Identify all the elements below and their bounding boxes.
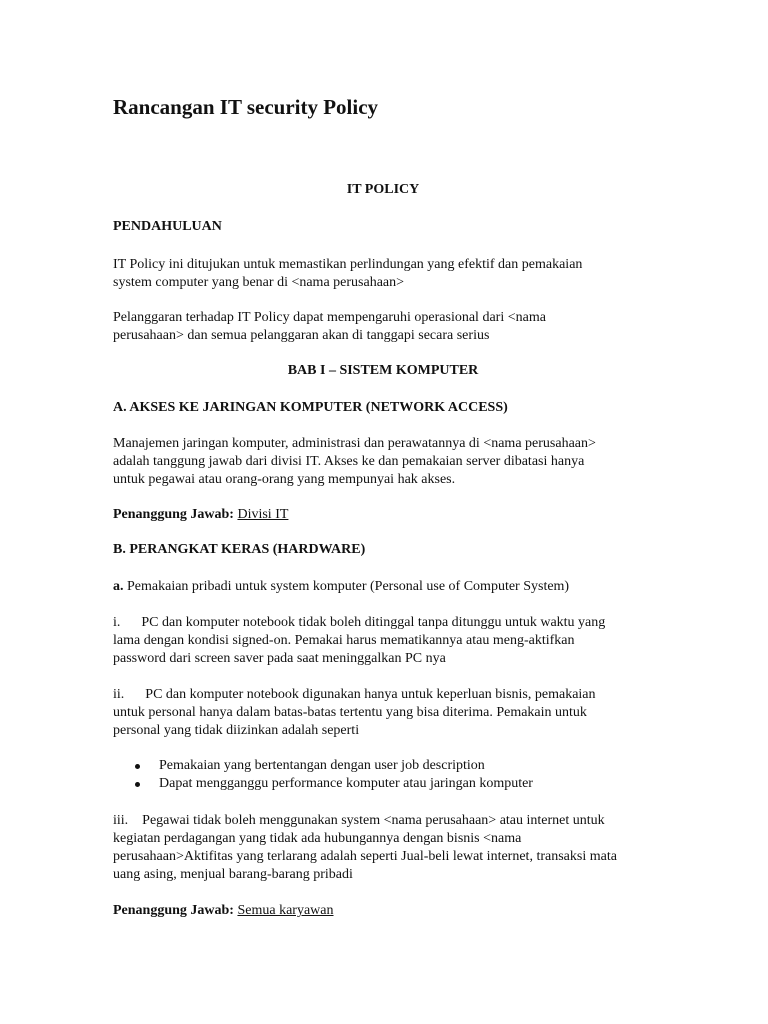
section-a-heading: A. AKSES KE JARINGAN KOMPUTER (NETWORK ACCESS) [113,400,508,415]
intro-paragraph-2 [113,309,653,345]
text-line: perusahaan>Aktifitas yang terlarang adalah seperti Jual-beli lewat internet, transaksi mata [113,849,617,864]
bullet-icon [135,782,140,787]
text-line: iii. Pegawai tidak boleh menggunakan system <nama perusahaan> atau internet untuk [113,813,605,828]
text-line: password dari screen saver pada saat meninggalkan PC nya [113,651,446,666]
section-b-heading: B. PERANGKAT KERAS (HARDWARE) [113,542,366,557]
section-b-responsible [113,903,334,919]
text-line: IT Policy ini ditujukan untuk memastikan perlindungan yang efektif dan pemakaian [113,257,583,272]
sub-a-label: a. [113,579,124,594]
text-line: adalah tanggung jawab dari divisi IT. Akses ke dan pemakaian server dibatasi hanya [113,454,585,469]
item-iii [113,812,653,884]
text-line [113,578,653,596]
item-i [113,614,653,668]
list-item [113,775,533,793]
intro-paragraph-1 [113,256,653,292]
text-line: Manajemen jaringan komputer, administrasi dan perawatannya di <nama perusahaan> [113,436,596,451]
responsible-value: Divisi IT [237,507,289,522]
sub-a-line [113,578,653,596]
chapter-heading: BAB I – SISTEM KOMPUTER [287,363,479,378]
bullet-list [113,757,533,793]
text-line: personal yang tidak diizinkan adalah seperti [113,723,360,738]
responsible-value: Semua karyawan [237,903,334,918]
text-line: uang asing, menjual barang-barang pribadi [113,867,353,882]
text-line: untuk pegawai atau orang-orang yang mempunyai hak akses. [113,472,456,487]
text-line: perusahaan> dan semua pelanggaran akan di tanggapi secara serius [113,328,490,343]
item-ii [113,686,653,740]
responsible-label: Penanggung Jawab: [113,903,234,918]
list-item-text: Pemakaian yang bertentangan dengan user job description [159,758,485,773]
text-line: kegiatan perdagangan yang tidak ada hubungannya dengan bisnis <nama [113,831,522,846]
policy-heading: IT POLICY [346,182,420,197]
text-line: i. PC dan komputer notebook tidak boleh ditinggal tanpa ditunggu untuk waktu yang [113,615,606,630]
text-line: untuk personal hanya dalam batas-batas tertentu yang bisa diterima. Pemakain untuk [113,705,587,720]
intro-heading: PENDAHULUAN [113,219,222,234]
document-title: Rancangan IT security Policy [113,95,379,119]
sub-a-text: Pemakaian pribadi untuk system komputer (Personal use of Computer System) [123,579,570,594]
section-a-body [113,435,653,489]
text-line: Pelanggaran terhadap IT Policy dapat mempengaruhi operasional dari <nama [113,310,546,325]
list-item [113,757,533,775]
section-a-responsible [113,507,288,523]
text-line: ii. PC dan komputer notebook digunakan hanya untuk keperluan bisnis, pemakaian [113,687,596,702]
text-line: system computer yang benar di <nama perusahaan> [113,275,405,290]
bullet-icon [135,764,140,769]
responsible-label: Penanggung Jawab: [113,507,234,522]
list-item-text: Dapat mengganggu performance komputer atau jaringan komputer [159,776,533,791]
text-line: lama dengan kondisi signed-on. Pemakai harus mematikannya atau meng-aktifkan [113,633,575,648]
